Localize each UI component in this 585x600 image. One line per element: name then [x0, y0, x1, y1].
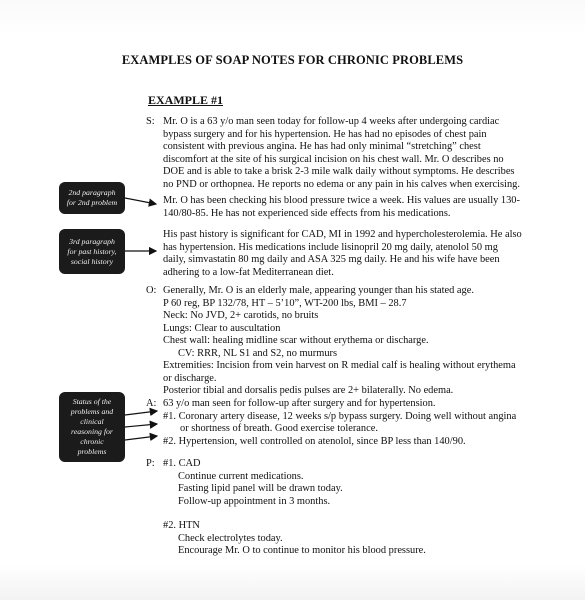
subjective-text-2: Mr. O has been checking his blood pressure twice a week. His values are usually 130-140/80-85. He has not experienced side effects from his medications. — [163, 195, 520, 219]
subjective-paragraph-3 — [163, 229, 523, 279]
objective-line: CV: RRR, NL S1 and S2, no murmurs — [178, 347, 338, 359]
assessment-intro: 63 y/o man seen for follow-up after surgery and for hypertension. — [163, 398, 436, 409]
callout-status-reasoning: Status of the problems and clinical reasoning for chronic problems — [59, 392, 125, 462]
subjective-label: S: — [146, 116, 155, 127]
objective-line: Generally, Mr. O is an elderly male, appearing younger than his stated age. — [163, 285, 474, 296]
subjective-paragraph-2 — [163, 195, 523, 220]
example-heading: EXAMPLE #1 — [148, 93, 223, 107]
objective-line: P 60 reg, BP 132/78, HT – 5’10”, WT-200 lbs, BMI – 28.7 — [163, 297, 407, 309]
objective-line: Chest wall: healing midline scar without erythema or discharge. — [163, 335, 429, 346]
subjective-text-1: Mr. O is a 63 y/o man seen today for follow-up 4 weeks after undergoing cardiac bypass surgery and for his hypertension. He has had no episodes of chest pain consistent with previous angina. He has had only minimal “stretching” chest discomfort at the site of his surgical incision on his chest wall. Mr. O describes no DOE and is able to take a brisk 2-3 mile walk daily without symptoms. He describes no PND or orthopnea. He reports no edema or any pain in his calves when exercising. — [163, 116, 520, 190]
objective-line: Lungs: Clear to auscultation — [163, 322, 281, 334]
assessment-item-2: #2. Hypertension, well controlled on atenolol, since BP less than 140/90. — [163, 435, 466, 447]
objective-line: Neck: No JVD, 2+ carotids, no bruits — [163, 310, 319, 321]
subjective-paragraph-1 — [163, 116, 523, 191]
assessment-block — [163, 398, 523, 448]
arrow-status-item-2 — [125, 424, 157, 427]
callout-second-paragraph: 2nd paragraph for 2nd problem — [59, 182, 125, 214]
page-title: EXAMPLES OF SOAP NOTES FOR CHRONIC PROBLEMS — [121, 53, 464, 67]
arrow-status-item-1 — [125, 411, 157, 415]
objective-line: Extremities: Incision from vein harvest on R medial calf is healing without erythema or discharge. — [163, 360, 516, 384]
plan-label: P: — [146, 458, 155, 469]
plan-cad-heading: #1. CAD — [163, 458, 201, 469]
plan-htn-heading: #2. HTN — [163, 520, 200, 531]
subjective-text-3: His past history is significant for CAD, MI in 1992 and hypercholesterolemia. He also has hypertension. His medications include lisinopril 20 mg daily, atenolol 50 mg daily, simvastatin 80 mg daily and ASA 325 mg daily. He and his wife have been adhering to a low-fat Mediterranean diet. — [163, 229, 522, 278]
plan-cad-line: Follow-up appointment in 3 months. — [178, 495, 331, 507]
objective-block — [163, 285, 523, 398]
assessment-label: A: — [146, 398, 157, 409]
plan-block — [163, 458, 523, 558]
plan-spacer — [163, 508, 523, 520]
callout-third-paragraph: 3rd paragraph for past history, social history — [59, 229, 125, 274]
arrow-second-paragraph — [125, 198, 156, 204]
objective-line: Posterior tibial and dorsalis pedis pulses are 2+ bilaterally. No edema. — [163, 385, 454, 396]
plan-htn-line: Encourage Mr. O to continue to monitor his blood pressure. — [178, 545, 426, 556]
objective-label: O: — [146, 285, 157, 296]
plan-cad-line: Fasting lipid panel will be drawn today. — [178, 483, 343, 494]
plan-htn-line: Check electrolytes today. — [178, 532, 283, 544]
assessment-item-1: #1. Coronary artery disease, 12 weeks s/p bypass surgery. Doing well without angina or shortness of breath. Good exercise tolerance. — [163, 410, 517, 434]
plan-cad-line: Continue current medications. — [178, 470, 304, 482]
arrow-status-item-3 — [125, 436, 157, 440]
